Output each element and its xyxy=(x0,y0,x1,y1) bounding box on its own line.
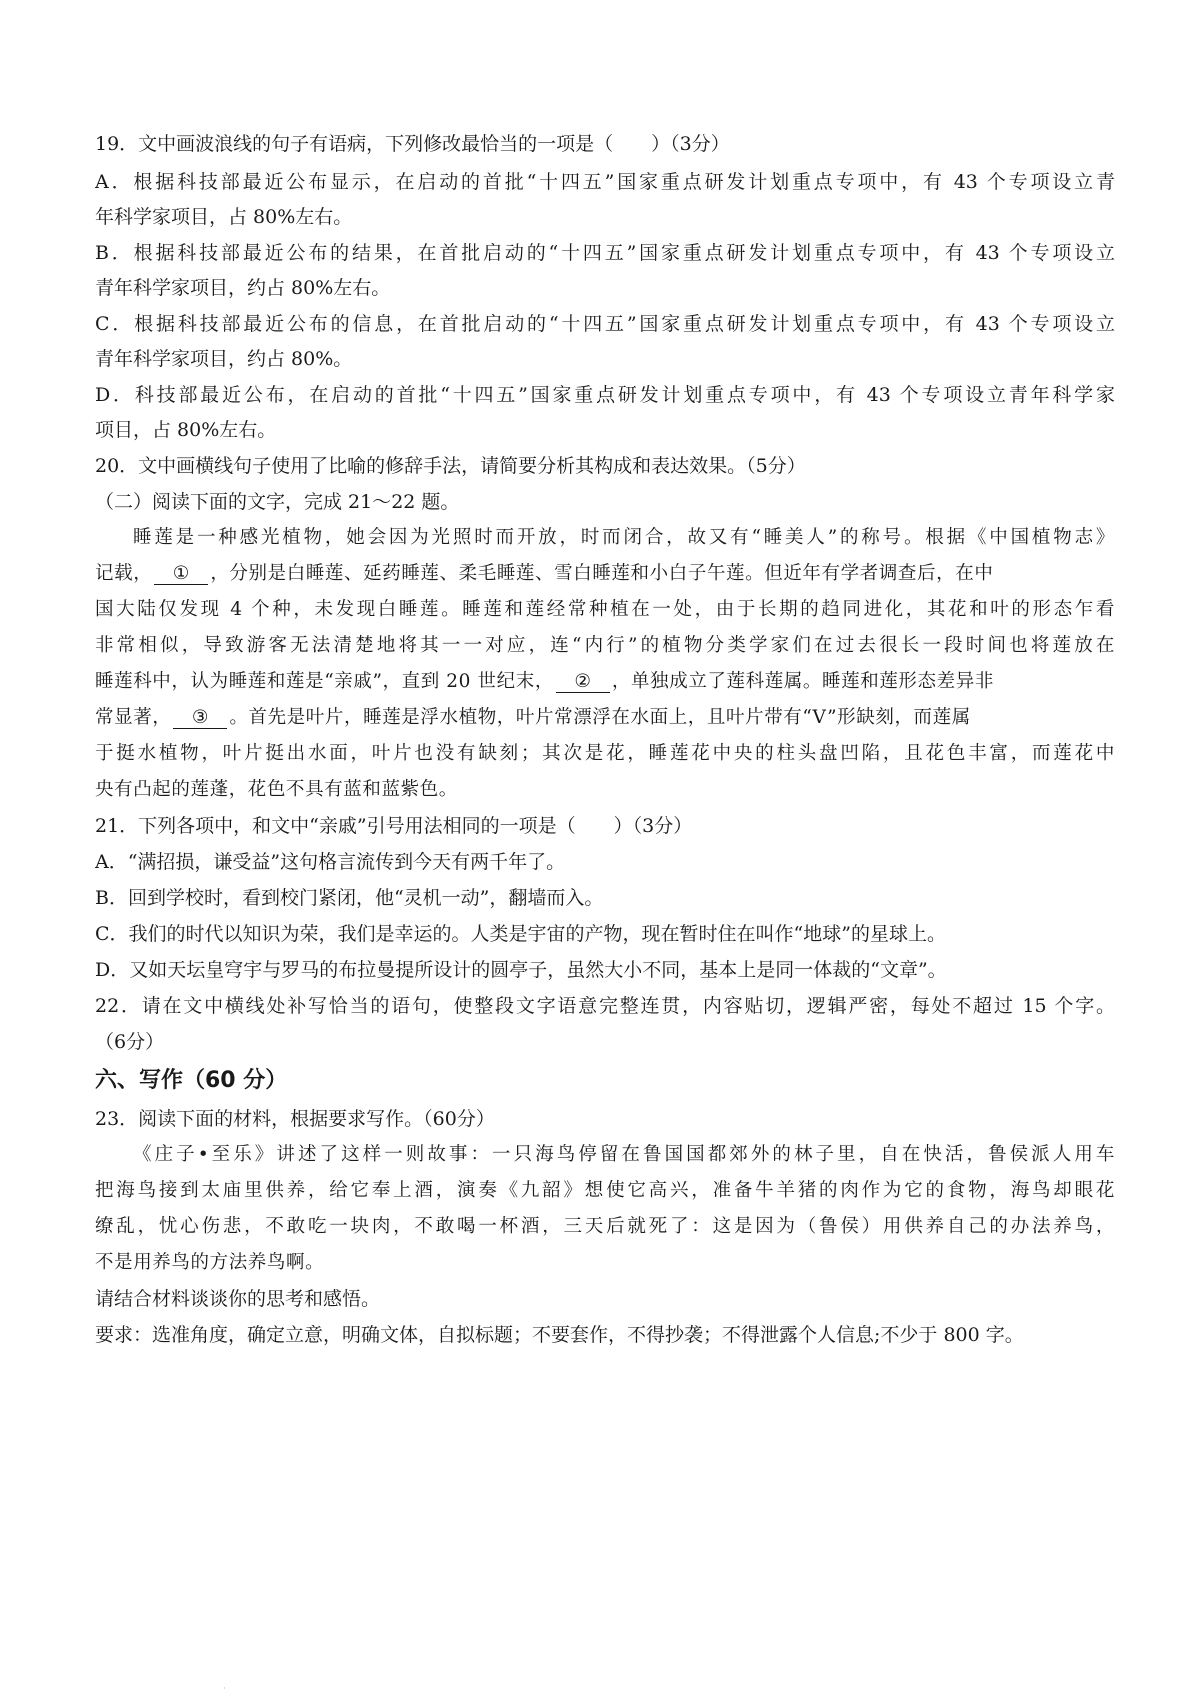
passage-line-2-pre: 记载， xyxy=(95,563,153,584)
q22-stem-line2: （6分） xyxy=(95,1031,165,1053)
q19-option-a-line2: 年科学家项目，占 80%左右。 xyxy=(95,206,353,228)
passage-line-2 xyxy=(95,562,1115,586)
passage-line-1: 睡莲是一种感光植物，她会因为光照时而开放，时而闭合，故又有“睡美人”的称号。根据《中国植物志》 xyxy=(133,527,1115,548)
passage-line-4: 非常相似，导致游客无法清楚地将其一一对应，连“内行”的植物分类学家们在过去很长一段时间也将莲放在 xyxy=(95,635,1115,656)
passage-line-5 xyxy=(95,670,1115,694)
q19-option-c-line1: C．根据科技部最近公布的信息，在首批启动的“十四五”国家重点研发计划重点专项中，有 43 个专项设立 xyxy=(95,313,1115,335)
q19-option-b-line2: 青年科学家项目，约占 80%左右。 xyxy=(95,277,391,299)
footer-dot-mark: · xyxy=(223,1684,226,1693)
q23-material-line-2: 把海鸟接到太庙里供养，给它奉上酒，演奏《九韶》想使它高兴，准备牛羊猪的肉作为它的食物，海鸟却眼花 xyxy=(95,1180,1115,1201)
blank-3: ③ xyxy=(173,708,227,729)
q21-option-d: D．又如天坛皇穹宇与罗马的布拉曼提所设计的圆亭子，虽然大小不同，基本上是同一体裁的“文章”。 xyxy=(95,959,947,981)
q21-option-a: A．“满招损，谦受益”这句格言流传到今天有两千年了。 xyxy=(95,851,566,873)
blank-1: ① xyxy=(154,564,208,585)
blank-2: ② xyxy=(556,672,610,693)
passage-line-6-post: 。首先是叶片，睡莲是浮水植物，叶片常漂浮在水面上，且叶片带有“V”形缺刻，而莲属 xyxy=(229,707,971,728)
q23-material-line-4: 不是用养鸟的方法养鸟啊。 xyxy=(95,1252,325,1273)
q19-option-c-line2: 青年科学家项目，约占 80%。 xyxy=(95,348,353,370)
q19-option-a-line1: A．根据科技部最近公布显示，在启动的首批“十四五”国家重点研发计划重点专项中，有 43 个专项设立青 xyxy=(95,171,1115,193)
q21-stem: 21．下列各项中，和文中“亲戚”引号用法相同的一项是（ ）（3分） xyxy=(95,815,693,837)
passage-line-7: 于挺水植物，叶片挺出水面，叶片也没有缺刻；其次是花，睡莲花中央的柱头盘凹陷，且花色丰富，而莲花中 xyxy=(95,743,1115,764)
passage-line-5-pre: 睡莲科中，认为睡莲和莲是“亲戚”，直到 20 世纪末， xyxy=(95,671,554,692)
q23-material-line-3: 缭乱，忧心伤悲，不敢吃一块肉，不敢喝一杯酒，三天后就死了：这是因为（鲁侯）用供养自己的办法养鸟， xyxy=(95,1216,1115,1237)
q21-option-b: B．回到学校时，看到校门紧闭，他“灵机一动”，翻墙而入。 xyxy=(95,887,604,909)
passage-line-5-post: ，单独成立了莲科莲属。睡莲和莲形态差异非 xyxy=(611,671,994,692)
q23-material-line-1: 《庄子•至乐》讲述了这样一则故事：一只海鸟停留在鲁国国都郊外的林子里，自在快活，鲁侯派人用车 xyxy=(133,1144,1115,1165)
q23-prompt: 请结合材料谈谈你的思考和感悟。 xyxy=(95,1288,381,1310)
q23-stem: 23．阅读下面的材料，根据要求写作。（60分） xyxy=(95,1108,495,1130)
q21-option-c: C．我们的时代以知识为荣，我们是幸运的。人类是宇宙的产物，现在暂时住在叫作“地球”的星球上。 xyxy=(95,923,946,945)
q19-option-b-line1: B．根据科技部最近公布的结果，在首批启动的“十四五”国家重点研发计划重点专项中，有 43 个专项设立 xyxy=(95,242,1115,264)
passage-line-8: 央有凸起的莲蓬，花色不具有蓝和蓝紫色。 xyxy=(95,779,458,800)
q23-requirements: 要求：选准角度，确定立意，明确文体，自拟标题；不要套作，不得抄袭；不得泄露个人信息;不少于 800 字。 xyxy=(95,1324,1024,1346)
q19-option-d-line2: 项目，占 80%左右。 xyxy=(95,419,277,441)
passage-line-6-pre: 常显著， xyxy=(95,707,172,728)
q20-stem: 20．文中画横线句子使用了比喻的修辞手法，请简要分析其构成和表达效果。（5分） xyxy=(95,455,806,477)
q19-stem: 19．文中画波浪线的句子有语病，下列修改最恰当的一项是（ ）（3分） xyxy=(95,133,730,155)
section6-heading: 六、写作（60 分） xyxy=(95,1068,288,1093)
q22-stem-line1: 22．请在文中横线处补写恰当的语句，使整段文字语意完整连贯，内容贴切，逻辑严密，每处不超过 15 个字。 xyxy=(95,995,1115,1017)
passage-line-3: 国大陆仅发现 4 个种，未发现白睡莲。睡莲和莲经常种植在一处，由于长期的趋同进化，其花和叶的形态乍看 xyxy=(95,599,1115,620)
passage-line-2-post: ，分别是白睡莲、延药睡莲、柔毛睡莲、雪白睡莲和小白子午莲。但近年有学者调查后，在中 xyxy=(210,563,994,584)
passage-line-6 xyxy=(95,706,1115,730)
section2-title: （二）阅读下面的文字，完成 21～22 题。 xyxy=(95,491,460,513)
q19-option-d-line1: D．科技部最近公布，在启动的首批“十四五”国家重点研发计划重点专项中，有 43 个专项设立青年科学家 xyxy=(95,384,1115,406)
